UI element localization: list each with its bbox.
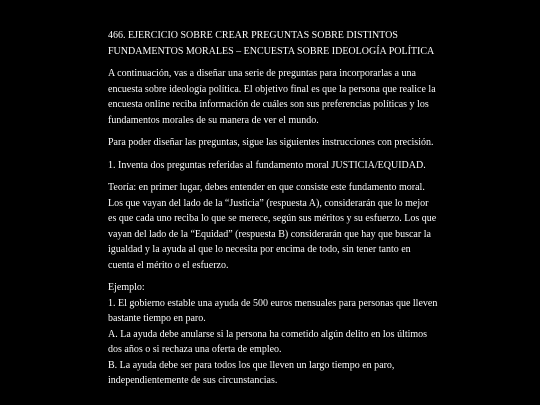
document-body bbox=[108, 28, 438, 389]
instructions-paragraph: Para poder diseñar las preguntas, sigue las siguientes instrucciones con precisión. bbox=[108, 137, 434, 148]
example-block bbox=[108, 280, 438, 389]
example-option-a: A. La ayuda debe anularse si la persona ha cometido algún delito en los últimos dos años o si rechaza una oferta de empleo. bbox=[108, 328, 428, 355]
example-option-b: B. La ayuda debe ser para todos los que lleven un largo tiempo en paro, independientemente de sus circunstancias. bbox=[108, 359, 395, 386]
example-question: 1. El gobierno estable una ayuda de 500 euros mensuales para personas que lleven bastante tiempo en paro. bbox=[108, 297, 438, 324]
intro-paragraph: A continuación, vas a diseñar una serie de preguntas para incorporarlas a una encuesta sobre ideología política. El objetivo final es que la persona que realice la encuesta online reciba información de cuáles son sus preferencias políticas y los fundamentos morales de su manera de ver el mundo. bbox=[108, 68, 436, 126]
task-paragraph: 1. Inventa dos preguntas referidas al fundamento moral JUSTICIA/EQUIDAD. bbox=[108, 159, 426, 171]
document-title: 466. EJERCICIO SOBRE CREAR PREGUNTAS SOBRE DISTINTOS FUNDAMENTOS MORALES – ENCUESTA SOBRE IDEOLOGÍA POLÍTICA bbox=[108, 30, 435, 57]
theory-paragraph: Teoría: en primer lugar, debes entender en que consiste este fundamento moral. Los que vayan del lado de la “Justicia” (respuesta A), considerarán que lo mejor es que cada uno reciba lo que se merece, según sus méritos y su esfuerzo. Los que vayan del lado de la “Equidad” (respuesta B) considerarán que hay que buscar la igualdad y la ayuda al que lo necesita por encima de todo, sin tener tanto en cuenta el mérito o el esfuerzo. bbox=[108, 182, 437, 271]
example-heading: Ejemplo: bbox=[108, 282, 145, 293]
